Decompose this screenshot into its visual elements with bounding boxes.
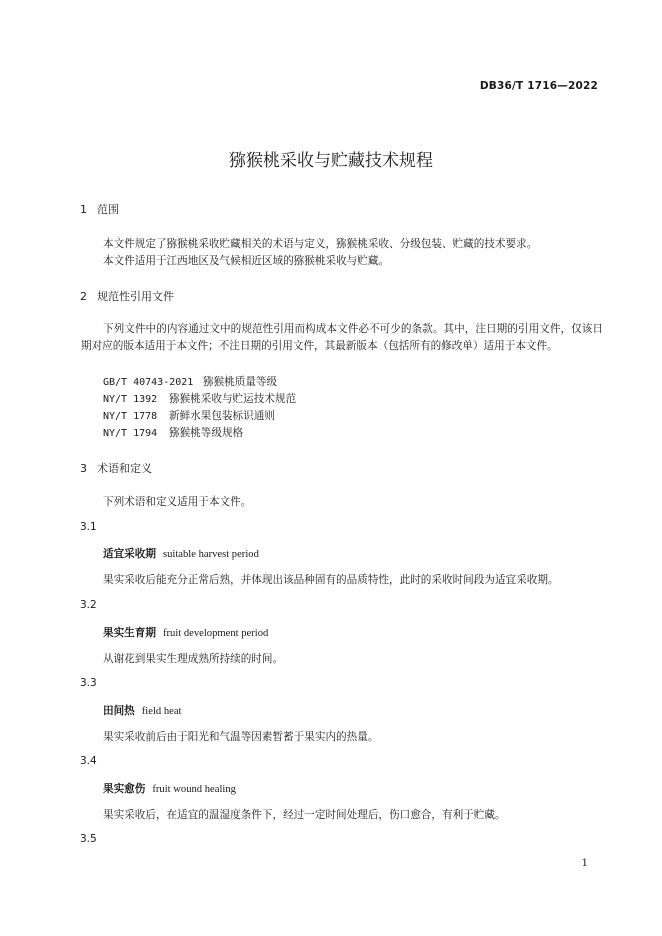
reference-item xyxy=(103,425,243,440)
scope-paragraph: 本文件适用于江西地区及气候相近区域的猕猴桃采收与贮藏。 xyxy=(103,255,390,267)
term-en: fruit wound healing xyxy=(152,784,236,795)
reference-name: 猕猴桃质量等级 xyxy=(203,376,278,388)
reference-name: 猕猴桃采收与贮运技术规范 xyxy=(169,393,297,405)
term-definition: 从谢花到果实生理成熟所持续的时间。 xyxy=(103,653,284,665)
standard-code: DB36/T 1716—2022 xyxy=(479,80,598,92)
section-number: 2 xyxy=(80,290,87,303)
clause-number: 3.2 xyxy=(80,599,97,611)
reference-code: NY/T 1794 xyxy=(103,428,158,439)
terms-intro: 下列术语和定义适用于本文件。 xyxy=(103,496,252,508)
term-zh: 适宜采收期 xyxy=(103,548,156,560)
reference-name: 猕猴桃等级规格 xyxy=(169,427,244,439)
section-number: 1 xyxy=(80,203,87,216)
term-zh: 果实生育期 xyxy=(103,627,156,639)
document-title: 猕猴桃采收与贮藏技术规程 xyxy=(229,151,433,171)
reference-code: NY/T 1778 xyxy=(103,411,158,422)
section-heading-terms xyxy=(80,460,152,476)
reference-name: 新鲜水果包装标识通则 xyxy=(169,410,275,422)
section-title: 规范性引用文件 xyxy=(97,290,174,303)
term-entry xyxy=(103,703,182,718)
clause-number: 3.5 xyxy=(80,833,97,845)
section-title: 范围 xyxy=(97,203,119,216)
term-definition: 果实采收前后由于阳光和气温等因素暂蓄于果实内的热量。 xyxy=(103,731,379,743)
section-title: 术语和定义 xyxy=(97,462,152,475)
reference-item xyxy=(103,374,277,389)
clause-number: 3.1 xyxy=(80,521,97,533)
term-entry xyxy=(103,781,236,796)
term-en: field heat xyxy=(141,706,182,717)
term-entry xyxy=(103,546,259,561)
normative-refs-intro: 下列文件中的内容通过文中的规范性引用而构成本文件必不可少的条款。其中，注日期的引用文件，仅该日期对应的版本适用于本文件；不注日期的引用文件，其最新版本（包括所有的修改单）适用于本文件。 xyxy=(81,323,603,352)
reference-code: GB/T 40743-2021 xyxy=(103,377,194,388)
section-number: 3 xyxy=(80,462,87,475)
term-en: fruit development period xyxy=(162,628,269,639)
term-entry xyxy=(103,625,268,640)
reference-item xyxy=(103,408,275,423)
section-heading-scope xyxy=(80,201,119,217)
clause-number: 3.4 xyxy=(80,755,97,767)
term-definition: 果实采收后，在适宜的温湿度条件下，经过一定时间处理后，伤口愈合，有利于贮藏。 xyxy=(103,809,506,821)
section-heading-normative-refs xyxy=(80,288,174,304)
scope-paragraph: 本文件规定了猕猴桃采收贮藏相关的术语与定义，猕猴桃采收、分级包装、贮藏的技术要求。 xyxy=(103,238,538,250)
reference-item xyxy=(103,391,296,406)
term-en: suitable harvest period xyxy=(162,549,259,560)
term-definition: 果实采收后能充分正常后熟，并体现出该品种固有的品质特性，此时的采收时间段为适宜采收期。 xyxy=(103,574,559,586)
page-number: 1 xyxy=(581,858,588,869)
term-zh: 果实愈伤 xyxy=(103,783,146,795)
clause-number: 3.3 xyxy=(80,677,97,689)
reference-code: NY/T 1392 xyxy=(103,394,158,405)
term-zh: 田间热 xyxy=(103,705,135,717)
